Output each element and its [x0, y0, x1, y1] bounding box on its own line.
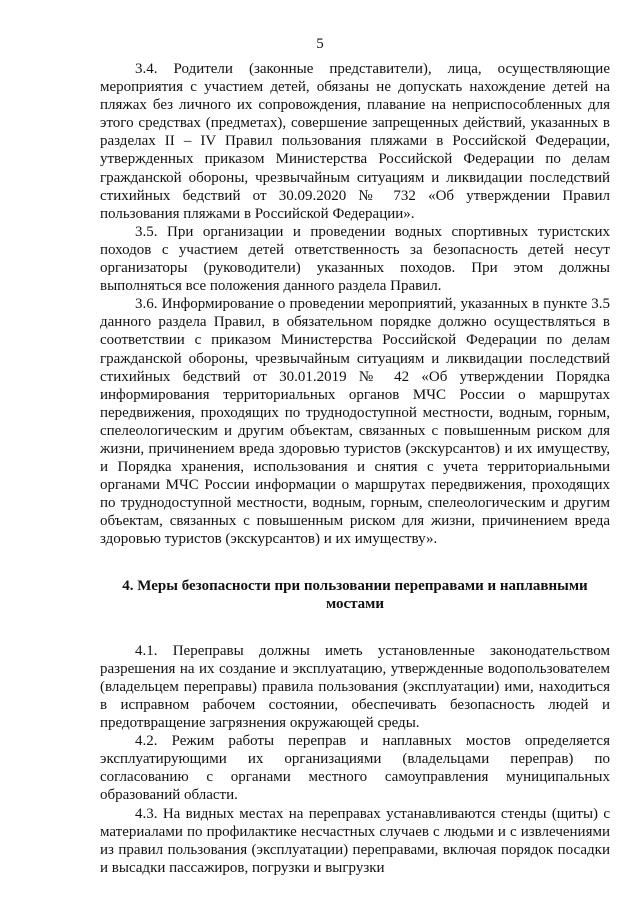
- page-content: [100, 60, 610, 877]
- paragraph-3-6: 3.6. Информирование о проведении мероприятий, указанных в пункте 3.5 данного раздела Правил, в обязательном порядке должно осуществляться в соответствии с приказом Министерства Российской Федерации по делам гражданской обороны, чрезвычайным ситуациям и ликвидации последствий стихийных бедствий от 30.01.2019 № 42 «Об утверждении Порядка информирования территориальных органов МЧС России о маршрутах передвижения, проходящих по труднодоступной местности, водным, горным, спелеологическим и другим объектам, связанных с повышенным риском для жизни, причинением вреда здоровью туристов (экскурсантов) и их имуществу, и Порядка хранения, использования и снятия с учета территориальными органами МЧС России информации о маршрутах передвижения, проходящих по труднодоступной местности, водным, горным, спелеологическим и другим объектам, связанных с повышенным риском для жизни, причинением вреда здоровью туристов (экскурсантов) и их имуществу».: [100, 296, 610, 548]
- paragraph-3-4: 3.4. Родители (законные представители), лица, осуществляющие мероприятия с участием детей, обязаны не допускать нахождение детей на пляжах без личного их сопровождения, плавание на неприспособленных для этого средствах (предметах), совершение запрещенных действий, указанных в разделах II – IV Правил пользования пляжами в Российской Федерации, утвержденных приказом Министерства Российской Федерации по делам гражданской обороны, чрезвычайным ситуациям и ликвидации последствий стихийных бедствий от 30.09.2020 № 732 «Об утверждении Правил пользования пляжами в Российской Федерации».: [100, 61, 610, 222]
- paragraph-4-1: 4.1. Переправы должны иметь установленные законодательством разрешения на их создание и эксплуатацию, утвержденные водопользователем (владельцем переправы) правила пользования (эксплуатации) ими, находиться в исправном рабочем состоянии, обеспечивать безопасность людей и предотвращение загрязнения окружающей среды.: [100, 642, 610, 732]
- section-heading: 4. Меры безопасности при пользовании переправами и наплавными мостами: [122, 577, 588, 612]
- paragraph-3-5: 3.5. При организации и проведении водных спортивных туристских походов с участием детей ответственность за безопасность детей несут организаторы (руководители) указанных походов. При этом должны выполняться все положения данного раздела Правил.: [100, 223, 610, 295]
- page-number: 5: [316, 36, 324, 52]
- paragraph-4-3: 4.3. На видных местах на переправах устанавливаются стенды (щиты) с материалами по профилактике несчастных случаев с людьми и с извлечениями из правил пользования (эксплуатации) переправами, включая порядок посадки и высадки пассажиров, погрузки и выгрузки: [100, 805, 610, 876]
- paragraph-4-2: 4.2. Режим работы переправ и наплавных мостов определяется эксплуатирующими их организациями (владельцами переправ) по согласованию с органами местного самоуправления муниципальных образований области.: [100, 733, 610, 804]
